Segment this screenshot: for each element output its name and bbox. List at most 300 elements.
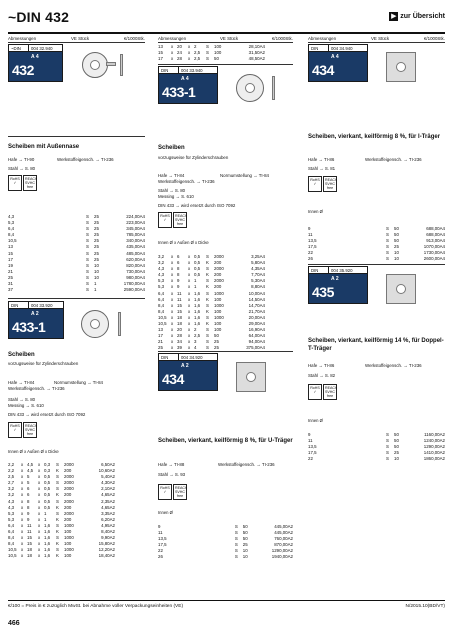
table-cell: 37 — [8, 287, 13, 293]
table-cell: 26 — [308, 256, 313, 262]
table-cell: x — [21, 535, 24, 541]
table-cell: 4,3 — [8, 498, 15, 504]
table-cell: 21,70A4 — [248, 308, 265, 314]
table-cell: x — [38, 535, 41, 541]
table-cell: x — [171, 260, 174, 266]
table-cell: 5,3 — [158, 278, 165, 284]
table-cell: 2590,00A4 — [123, 287, 145, 293]
table-cell: 26 — [158, 554, 163, 560]
table-cell: S — [234, 530, 238, 536]
rohs-badge: RoHS ✓ — [8, 422, 22, 438]
table-cell: 17,5 — [308, 450, 317, 456]
table-cell: x — [21, 516, 24, 522]
table-cell: 1,6 — [44, 522, 51, 528]
table-cell: 100 — [214, 50, 222, 56]
section-title: Scheiben, vierkant, keilförmig 8 %, für U-Träger — [158, 438, 293, 444]
table-cell: 1240,00A2 — [423, 438, 445, 444]
table-cell: 0,5 — [44, 504, 51, 510]
table-cell: x — [188, 333, 191, 339]
table-cell: 25 — [94, 232, 99, 238]
table-cell: x — [38, 468, 41, 474]
table-cell: x — [21, 547, 24, 553]
table-cell: x — [188, 278, 191, 284]
table-cell: 2 — [194, 44, 197, 49]
table-cell: 10,5 — [8, 238, 17, 244]
table-cell: S — [234, 542, 238, 548]
hafte-link[interactable]: Hafe → TI-90 — [8, 157, 35, 162]
table-cell: 870,00A2 — [274, 542, 293, 548]
washer-image — [66, 300, 146, 355]
table-cell: 1070,00A4 — [423, 244, 445, 250]
overview-link[interactable] — [389, 12, 445, 21]
table-cell: x — [188, 345, 191, 351]
table-cell: x — [38, 529, 41, 535]
table-cell: 200 — [64, 492, 72, 498]
overview-label: zur Übersicht — [400, 13, 445, 20]
hafte-link[interactable]: Hafe → TI-86 — [308, 157, 335, 162]
table-cell: 15 — [27, 541, 32, 547]
hafte-link[interactable]: Hafe → TI-84 — [8, 380, 35, 385]
table-cell: x — [171, 339, 174, 345]
table-cell: K — [206, 284, 209, 290]
table-cell: 34 — [177, 339, 182, 345]
table-cell: 0,5 — [44, 498, 51, 504]
table-cell: 11 — [27, 522, 32, 528]
werkstoff-link[interactable]: Werkstoffeigensch. → TI-236 — [57, 157, 114, 162]
table-cell: 18 — [177, 314, 182, 320]
table-cell: x — [38, 541, 41, 547]
table-cell: 28 — [177, 333, 182, 339]
table-cell: x — [21, 468, 24, 474]
table-cell: 3,2 — [8, 486, 15, 492]
table-cell: 6 — [27, 492, 30, 498]
table-cell: 2600,00A4 — [423, 256, 445, 262]
table-cell: 9 — [27, 516, 30, 522]
table-cell: S — [386, 232, 389, 238]
price-table-4 — [158, 524, 293, 561]
table-cell: 25 — [94, 220, 99, 226]
table-cell: S — [56, 547, 59, 553]
table-cell: 2000 — [64, 498, 74, 504]
table-cell: 4,65A2 — [101, 504, 115, 510]
table-row — [8, 287, 145, 293]
table-cell: 15 — [158, 50, 163, 56]
table-cell: 10,60A2 — [98, 468, 115, 474]
table-cell: 10 — [242, 554, 248, 560]
table-cell: S — [386, 238, 389, 244]
table-cell: 100 — [214, 44, 222, 49]
table-cell: 17,5 — [158, 542, 167, 548]
washer-nose-image — [70, 44, 145, 94]
hafte-link[interactable]: Hafe → TI-84 — [158, 173, 185, 178]
table-cell: 28,10A4 — [248, 44, 265, 49]
table-cell: 11 — [308, 438, 313, 444]
hafte-link[interactable]: Hafe → TI-86 — [308, 363, 335, 368]
table-cell: S — [206, 339, 209, 345]
table-cell: 10 — [394, 256, 399, 262]
table-cell: 21 — [8, 268, 13, 274]
table-cell: 13 — [158, 44, 163, 49]
table-cell: 5 — [27, 480, 30, 486]
werkstoff-link[interactable]: Werkstoffeigensch. → TI-236 — [365, 363, 422, 368]
table-cell: S — [206, 50, 209, 56]
table-cell: 11 — [308, 232, 313, 238]
table-cell: 4,5 — [27, 468, 34, 474]
table-cell: 223,00A4 — [126, 220, 145, 226]
table-cell: 760,00A2 — [274, 536, 293, 542]
table-cell: 1 — [94, 287, 97, 293]
table-cell: 2000 — [64, 474, 74, 480]
table-cell: S — [386, 250, 389, 256]
table-cell: 0,5 — [194, 266, 201, 272]
table-cell: K — [206, 272, 209, 278]
table-cell: S — [56, 462, 59, 467]
table-cell: 13,5 — [158, 536, 167, 542]
stahl-link[interactable]: Stahl → S. 80 — [8, 166, 36, 171]
table-cell: 980,00A4 — [126, 274, 145, 280]
table-cell: 1,6 — [194, 290, 201, 296]
table-cell: 8,80A4 — [251, 284, 265, 290]
table-cell: 20,00A4 — [248, 314, 265, 320]
table-cell: 10,5 — [8, 547, 17, 553]
table-cell: 200 — [214, 284, 222, 290]
table-cell: 0,5 — [44, 474, 51, 480]
table-cell: 2000 — [64, 480, 74, 486]
table-cell: 445,00A2 — [274, 530, 293, 536]
norm-link[interactable]: Normumstellung → TI-84 — [220, 173, 269, 178]
table-cell: 10 — [394, 456, 399, 462]
stahl-link[interactable]: Stahl → S. 93 — [158, 472, 186, 477]
table-cell: x — [38, 516, 41, 522]
table-cell: S — [206, 56, 209, 62]
din-435-block: DIN 004 35.920 A 2 435 — [308, 266, 368, 304]
table-cell: 6,4 — [158, 296, 165, 302]
table-cell: 25 — [94, 250, 99, 256]
table-cell: 17 — [158, 56, 163, 62]
table-cell: 0,5 — [44, 492, 51, 498]
table-cell: 10 — [94, 274, 99, 280]
werkstoff-link[interactable]: Werkstoffeigensch. → TI-236 — [365, 157, 422, 162]
stahl-link[interactable]: Stahl → S. 81 — [308, 166, 336, 171]
table-cell: 100 — [64, 553, 72, 559]
table-cell: 1000 — [64, 535, 74, 541]
table-cell: 1160,00A2 — [424, 432, 445, 437]
table-cell: x — [188, 302, 191, 308]
hafte-link[interactable]: Hafe → TI-88 — [158, 462, 185, 467]
table-cell: x — [188, 321, 191, 327]
table-cell: S — [56, 486, 59, 492]
table-cell: 2,2 — [8, 468, 15, 474]
table-cell: 50 — [242, 536, 248, 542]
table-cell: 6 — [27, 486, 30, 492]
section-title: Scheiben, vierkant, keilförmig 8 %, für I-Träger — [308, 134, 441, 140]
table-cell: K — [56, 492, 59, 498]
table-cell: 8,4 — [158, 302, 165, 308]
table-row — [158, 554, 293, 560]
table-cell: x — [38, 510, 41, 516]
table-cell: 50 — [242, 530, 248, 536]
table-cell: S — [234, 536, 238, 542]
page-header — [8, 9, 445, 31]
table-cell: 1,6 — [194, 308, 201, 314]
price-table-2 — [8, 462, 145, 560]
table-cell: 17,5 — [308, 244, 317, 250]
table-cell: x — [21, 486, 24, 492]
table-cell: 345,00A4 — [126, 226, 145, 232]
table-cell: 24 — [177, 50, 182, 56]
table-cell: x — [188, 266, 191, 272]
table-cell: x — [171, 50, 174, 56]
werkstoff-link[interactable]: Werkstoffeigensch. → TI-236 — [8, 386, 65, 391]
table-cell: 1780,00A4 — [123, 281, 145, 287]
square-washer-image — [226, 352, 296, 412]
table-cell: x — [21, 522, 24, 528]
price-table-6 — [308, 432, 445, 462]
table-cell: 435,00A4 — [126, 244, 145, 250]
table-cell: 8 — [177, 272, 180, 278]
column-header-2: Abmessungen VE Stück €/1000Stk. — [158, 36, 293, 41]
table-cell: 6,4 — [8, 529, 15, 535]
table-cell: S — [206, 290, 209, 296]
table-cell: 25 — [158, 345, 163, 351]
table-cell: 17 — [158, 333, 163, 339]
table-cell: 1 — [94, 281, 97, 287]
table-cell: 200 — [64, 516, 72, 522]
table-cell: 1 — [194, 284, 197, 290]
table-cell: S — [206, 278, 209, 284]
table-cell: 50 — [214, 56, 219, 62]
table-cell: 5 — [27, 474, 30, 480]
table-cell: x — [188, 314, 191, 320]
table-cell: 13 — [158, 327, 163, 333]
table-cell: 6,20A2 — [101, 516, 115, 522]
table-cell: S — [86, 244, 89, 250]
table-cell: S — [86, 256, 89, 262]
table-cell: 4,65A2 — [101, 492, 115, 498]
page-title: ~DIN 432 — [8, 9, 70, 25]
table-cell: x — [21, 529, 24, 535]
din-4331-a4-block: DIN 004 33.940 A 4 433-1 — [158, 66, 218, 104]
table-cell: K — [56, 504, 59, 510]
table-cell: 21 — [158, 339, 163, 345]
table-cell: 4,3 — [158, 272, 165, 278]
table-cell: S — [206, 333, 209, 339]
table-cell: K — [206, 260, 209, 266]
square-washer-image — [376, 266, 446, 326]
table-cell: x — [188, 339, 191, 345]
table-cell: 31,50A2 — [248, 50, 265, 56]
table-cell: 2000 — [214, 254, 224, 259]
table-cell: x — [38, 486, 41, 492]
section-title: Scheiben, vierkant, keilförmig 14 %, für Doppel-T-Träger — [308, 338, 444, 352]
rohs-badge: RoHS ✓ — [158, 484, 172, 500]
table-cell: S — [86, 214, 89, 219]
table-cell: 50 — [394, 238, 399, 244]
werkstoff-link[interactable]: Werkstoffeigensch. → TI-236 — [218, 462, 275, 467]
column-header-3: Abmessungen VE Stück €/1000Stk. — [308, 36, 445, 41]
table-cell: 1,6 — [44, 535, 51, 541]
table-cell: 1,6 — [194, 296, 201, 302]
table-cell: 31 — [8, 281, 13, 287]
table-cell: 9 — [308, 226, 311, 231]
table-cell: 1 — [194, 278, 197, 284]
messing-link[interactable]: Messing → S. 610 — [8, 403, 44, 408]
table-cell: 17 — [8, 256, 13, 262]
table-cell: 1,6 — [44, 553, 51, 559]
table-cell: S — [386, 456, 389, 462]
table-cell: 2,10A2 — [101, 486, 115, 492]
table-cell: 1 — [44, 516, 47, 522]
table-cell: x — [188, 44, 191, 49]
rohs-badge: RoHS ✓ — [8, 175, 22, 191]
rohs-badges — [158, 212, 187, 228]
table-cell: x — [21, 504, 24, 510]
table-cell: 4,3 — [8, 214, 15, 219]
table-cell: 25 — [394, 450, 399, 456]
table-cell: x — [38, 462, 41, 467]
table-cell: 100 — [64, 529, 72, 535]
table-cell: 25 — [94, 256, 99, 262]
din-432-block: ~DIN 004 32.940 A 4 432 — [8, 44, 63, 82]
table-cell: 12,20A2 — [98, 547, 115, 553]
rohs-badges — [308, 384, 337, 400]
table-cell: x — [38, 522, 41, 528]
table-cell: 1,6 — [44, 547, 51, 553]
norm-link[interactable]: Normumstellung → TI-84 — [54, 380, 103, 385]
table-cell: 13,5 — [308, 444, 317, 450]
table-cell: x — [188, 50, 191, 56]
table-cell: 2,5 — [194, 50, 201, 56]
table-cell: 688,00A4 — [426, 232, 445, 238]
din-434-a2-block: DIN 004 34.920 A 2 434 — [158, 353, 218, 391]
table-cell: 29,00A4 — [248, 321, 265, 327]
table-cell: S — [386, 226, 389, 231]
table-cell: 3,2 — [158, 260, 165, 266]
table-cell: 25 — [94, 238, 99, 244]
table-cell: 6,4 — [8, 522, 15, 528]
table-cell: S — [206, 327, 209, 333]
table-cell: 10 — [242, 548, 248, 554]
table-cell: S — [56, 498, 59, 504]
messing-link[interactable]: Messing → S. 610 — [158, 194, 194, 199]
table-cell: 10,5 — [158, 321, 167, 327]
table-cell: 200 — [214, 260, 222, 266]
reach-badge: REACh SVHC free — [175, 486, 187, 498]
table-cell: 25 — [94, 226, 99, 232]
table-cell: 200 — [64, 468, 72, 474]
table-row — [8, 553, 145, 559]
table-cell: 1,6 — [194, 302, 201, 308]
table-cell: S — [206, 44, 209, 49]
table-cell: S — [386, 256, 389, 262]
table-cell: 1940,00A2 — [271, 554, 293, 560]
table-cell: x — [171, 345, 174, 351]
stahl-link[interactable]: Stahl → S. 82 — [308, 373, 336, 378]
table-cell: 18 — [177, 321, 182, 327]
table-cell: K — [206, 321, 209, 327]
table-cell: 50 — [394, 438, 399, 444]
table-cell: 9 — [177, 278, 180, 284]
table-cell: 22 — [158, 548, 163, 554]
table-cell: 100 — [214, 327, 222, 333]
table-cell: S — [86, 281, 89, 287]
table-cell: 0,5 — [194, 260, 201, 266]
table-cell: S — [86, 232, 89, 238]
table-cell: 18 — [27, 547, 32, 553]
stahl-link[interactable]: Stahl → S. 80 — [158, 188, 186, 193]
table-cell: S — [386, 244, 389, 250]
table-cell: 5,3 — [8, 220, 15, 226]
table-cell: K — [206, 296, 209, 302]
table-cell: S — [86, 268, 89, 274]
table-cell: 3,2 — [8, 492, 15, 498]
table-cell: 5,3 — [8, 510, 15, 516]
table-cell: x — [21, 510, 24, 516]
table-cell: S — [386, 438, 389, 444]
table-cell: K — [206, 308, 209, 314]
table-cell: 25 — [8, 274, 13, 280]
table-cell: 20 — [177, 44, 182, 49]
table-cell: 620,00A4 — [126, 256, 145, 262]
table-cell: S — [86, 250, 89, 256]
page-number: 466 — [8, 620, 20, 627]
din-434-a4-block: DIN 004 34.940 A 4 434 — [308, 44, 368, 82]
table-cell: x — [38, 553, 41, 559]
section-title: Scheiben — [8, 352, 35, 358]
table-cell: S — [86, 238, 89, 244]
table-cell: 50 — [394, 432, 399, 437]
table-cell: 9 — [177, 284, 180, 290]
table-cell: 48,50A2 — [248, 56, 265, 62]
table-cell: 8 — [177, 266, 180, 272]
table-cell: 820,00A4 — [126, 262, 145, 268]
table-cell: 14,70A4 — [248, 302, 265, 308]
table-cell: 25 — [214, 345, 219, 351]
table-cell: 1 — [44, 510, 47, 516]
table-cell: 10,5 — [158, 314, 167, 320]
price-table-1 — [8, 214, 145, 293]
table-cell: 5,3 — [158, 284, 165, 290]
table-cell: 5,30A4 — [251, 278, 265, 284]
werkstoff-link[interactable]: Werkstoffeigensch. → TI-236 — [158, 179, 215, 184]
table-cell: 785,00A4 — [126, 232, 145, 238]
table-cell: x — [38, 498, 41, 504]
table-cell: 50 — [214, 333, 219, 339]
table-cell: x — [21, 474, 24, 480]
price-table-3 — [158, 254, 293, 352]
table-cell: 2000 — [214, 278, 224, 284]
table-cell: 2,5 — [194, 333, 201, 339]
table-cell: 6,4 — [8, 226, 15, 232]
table-cell: 22 — [308, 250, 313, 256]
table-cell: S — [206, 302, 209, 308]
table-cell: x — [171, 254, 174, 259]
stahl-link[interactable]: Stahl → S. 80 — [8, 397, 36, 402]
table-cell: 13,5 — [308, 238, 317, 244]
table-row — [158, 56, 293, 62]
table-cell: S — [86, 287, 89, 293]
table-cell: 11 — [158, 530, 163, 536]
reach-badge: REACh SVHC free — [325, 178, 337, 190]
table-cell: 8 — [27, 504, 30, 510]
table-cell: 50 — [394, 232, 399, 238]
table-cell: 0,3 — [44, 468, 51, 474]
table-cell: 1,6 — [44, 529, 51, 535]
table-cell: 13 — [8, 244, 13, 250]
table-cell: 10 — [94, 262, 99, 268]
table-cell: 0,5 — [194, 272, 201, 278]
table-cell: 15,80A2 — [98, 541, 115, 547]
